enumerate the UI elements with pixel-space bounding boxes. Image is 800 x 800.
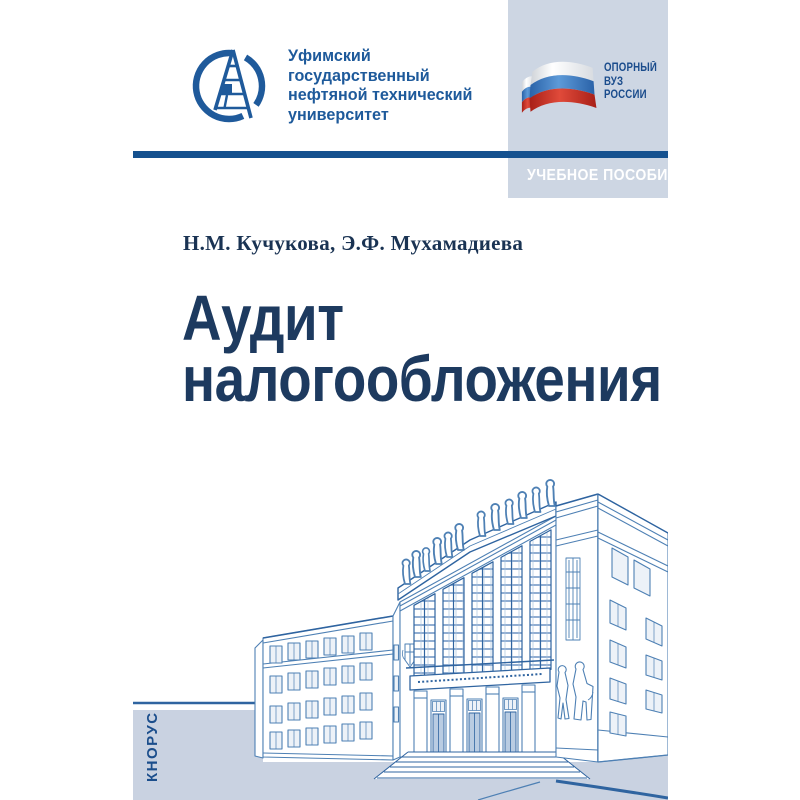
university-name-line: университет bbox=[288, 104, 389, 124]
book-cover bbox=[133, 0, 678, 800]
authors-line: Н.М. Кучукова, Э.Ф. Мухамадиева bbox=[183, 231, 524, 255]
title-line: налогообложения bbox=[182, 343, 662, 415]
title-line: Аудит bbox=[182, 282, 344, 354]
badge-line: ОПОРНЫЙ bbox=[604, 62, 657, 74]
university-logo-icon bbox=[191, 46, 271, 126]
series-banner: УЧЕБНОЕ ПОСОБИЕ bbox=[527, 167, 678, 184]
publisher-logo-text: КНОРУС bbox=[144, 711, 161, 782]
university-name bbox=[288, 46, 472, 124]
university-name-line: Уфимский bbox=[288, 46, 371, 65]
divider-line bbox=[133, 151, 668, 158]
russian-flag-icon bbox=[520, 55, 606, 117]
support-university-badge bbox=[508, 0, 678, 198]
university-name-line: нефтяной технический bbox=[288, 85, 473, 104]
badge-line: ВУЗ bbox=[604, 75, 624, 88]
book-title bbox=[182, 282, 743, 415]
building-illustration bbox=[133, 430, 668, 800]
university-name-line: государственный bbox=[288, 65, 430, 85]
badge-line: РОССИИ bbox=[604, 89, 647, 101]
